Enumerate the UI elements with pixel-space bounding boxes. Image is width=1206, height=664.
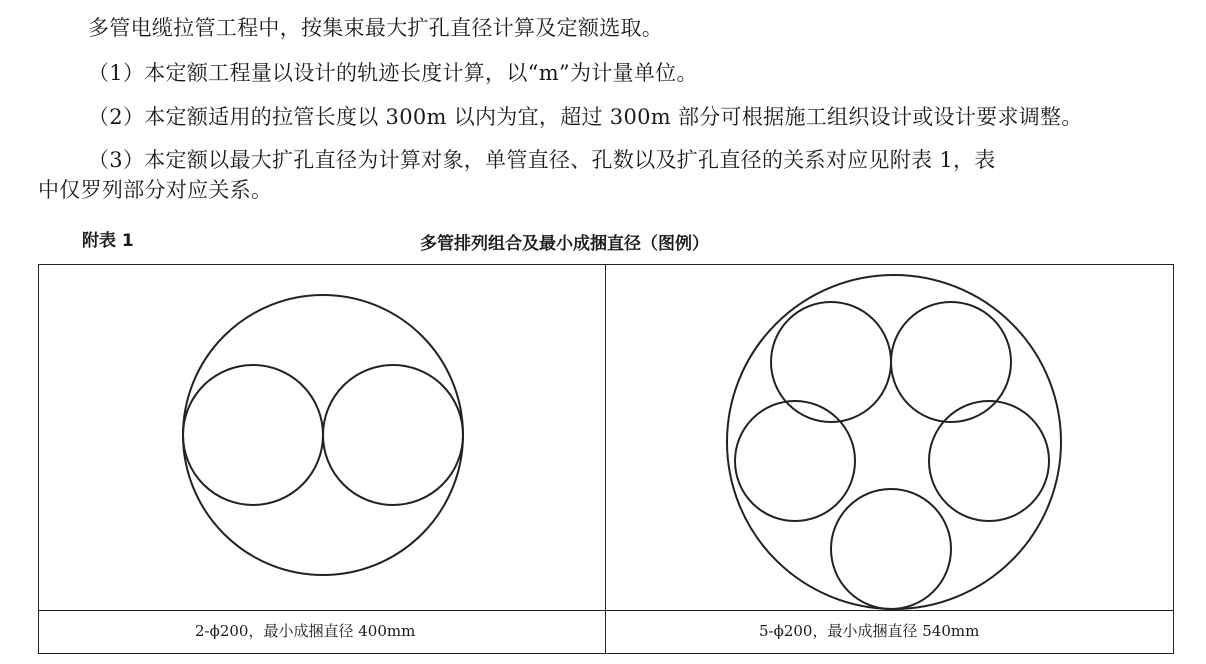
table-title: 多管排列组合及最小成捆直径（图例） xyxy=(420,234,709,254)
diagram-five-pipe-bundle xyxy=(727,275,1061,609)
paragraph-line-2: （1）本定额工程量以设计的轨迹长度计算，以“m”为计量单位。 xyxy=(88,61,698,85)
bundle-outer-circle xyxy=(727,275,1061,609)
paragraph-line-3: （2）本定额适用的拉管长度以 300m 以内为宜，超过 300m 部分可根据施工组织设计或设计要求调整。 xyxy=(88,105,1083,129)
figure-table xyxy=(38,264,1174,654)
pipe-circle xyxy=(831,489,951,609)
pipe-circle xyxy=(771,302,891,422)
pipe-circle xyxy=(929,401,1049,521)
caption-two-pipe: 2-ϕ200，最小成捆直径 400mm xyxy=(195,622,416,640)
paragraph-line-4: （3）本定额以最大扩孔直径为计算对象，单管直径、孔数以及扩孔直径的关系对应见附表 1，表 xyxy=(88,148,996,172)
pipe-circle xyxy=(735,401,855,521)
paragraph-line-5: 中仅罗列部分对应关系。 xyxy=(38,178,273,202)
paragraph-line-1: 多管电缆拉管工程中，按集束最大扩孔直径计算及定额选取。 xyxy=(88,16,664,40)
pipe-circle xyxy=(323,365,463,505)
table-row-divider xyxy=(39,610,1173,611)
diagram-two-pipe-bundle xyxy=(183,295,463,575)
pipe-circle xyxy=(891,302,1011,422)
pipe-circle xyxy=(183,365,323,505)
bundle-diagrams xyxy=(39,265,1175,610)
table-label: 附表 1 xyxy=(82,231,134,251)
caption-five-pipe: 5-ϕ200，最小成捆直径 540mm xyxy=(759,622,980,640)
